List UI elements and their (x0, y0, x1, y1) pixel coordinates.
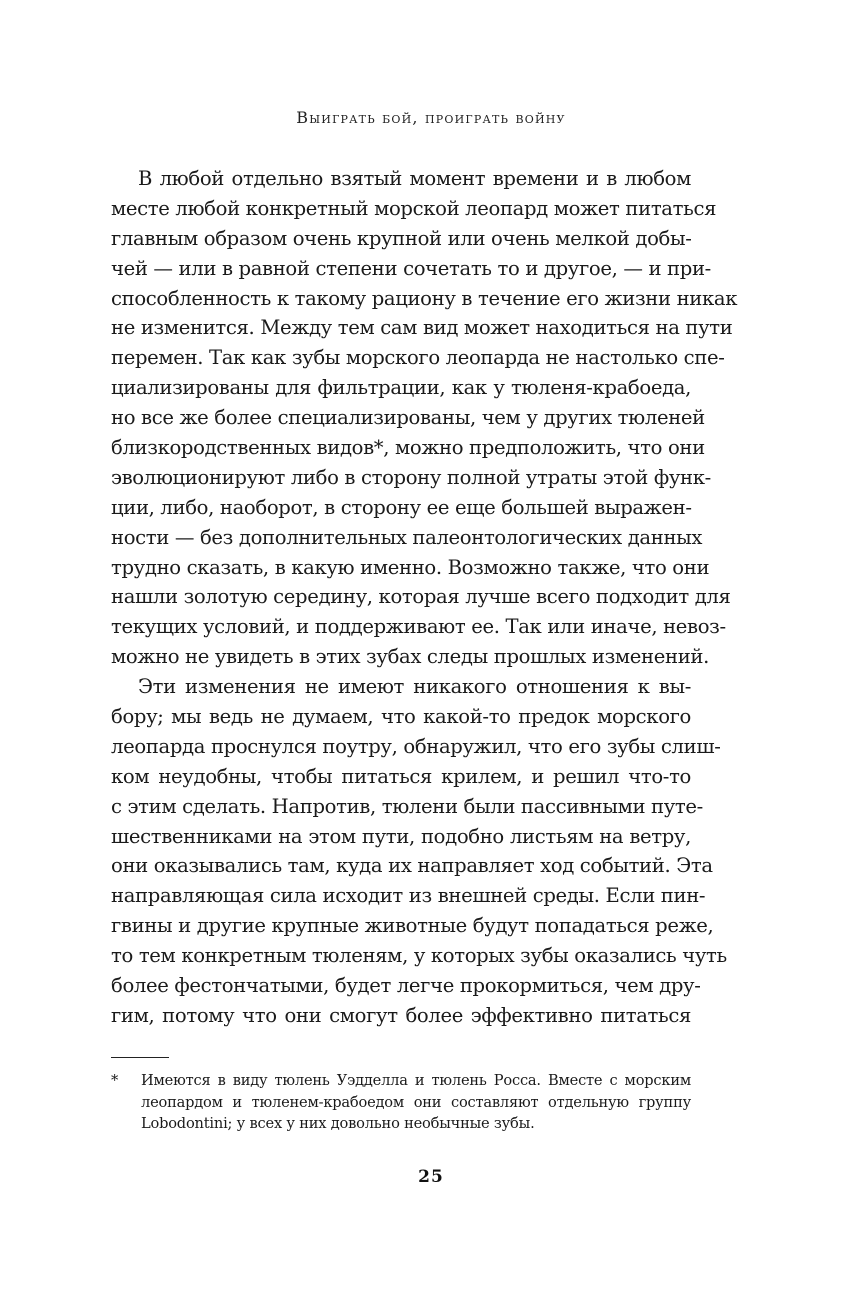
text-line: леопарда проснулся поутру, обнаружил, что его зубы слиш- (111, 734, 721, 758)
text-line: В любой отдельно взятый момент времени и в любом (138, 167, 691, 190)
text-line: гим, потому что они смогут более эффективно питаться (111, 1003, 691, 1027)
body-text (111, 164, 738, 1031)
text-line: с этим сделать. Напротив, тюлени были пассивными путе- (111, 794, 703, 818)
paragraph-1 (111, 164, 738, 672)
text-line: то тем конкретным тюленям, у которых зубы оказались чуть (111, 944, 727, 968)
running-head: Выиграть бой, проиграть войну (296, 108, 566, 127)
text-line: чей — или в равной степени сочетать то и другое, — и при- (111, 256, 711, 280)
footnote-marker: * (111, 1072, 119, 1089)
text-line: Эти изменения не имеют никакого отношения к вы- (138, 675, 691, 699)
footnote-line (111, 1070, 691, 1092)
text-line: текущих условий, и поддерживают ее. Так или иначе, невоз- (111, 615, 726, 639)
text-line: ности — без дополнительных палеонтологических данных (111, 525, 703, 549)
text-line: эволюционируют либо в сторону полной утраты этой функ- (111, 465, 711, 489)
text-line: трудно сказать, в какую именно. Возможно также, что они (111, 555, 710, 579)
footnote-text: Имеются в виду тюлень Уэдделла и тюлень Росса. Вместе с морским (141, 1072, 691, 1089)
text-line: циализированы для фильтрации, как у тюленя-крабоеда, (111, 376, 691, 400)
text-line: перемен. Так как зубы морского леопарда не настолько спе- (111, 346, 725, 370)
text-line: нашли золотую середину, которая лучше всего подходит для (111, 585, 731, 609)
footnote-line: Lobodontini; у всех у них довольно необычные зубы. (141, 1115, 535, 1132)
text-line: ком неудобны, чтобы питаться крилем, и решил что-то (111, 764, 691, 788)
text-line: шественниками на этом пути, подобно листьям на ветру, (111, 824, 691, 848)
text-line: они оказывались там, куда их направляет ход событий. Эта (111, 854, 713, 878)
text-line: но все же более специализированы, чем у других тюленей (111, 406, 705, 430)
text-line: месте любой конкретный морской леопард может питаться (111, 196, 717, 220)
text-line: гвины и другие крупные животные будут попадаться реже, (111, 914, 714, 938)
text-line: ции, либо, наоборот, в сторону ее еще большей выражен- (111, 495, 692, 519)
text-line: направляющая сила исходит из внешней среды. Если пин- (111, 884, 706, 908)
text-line: главным образом очень крупной или очень мелкой добы- (111, 226, 692, 250)
text-line: более фестончатыми, будет легче прокормиться, чем дру- (111, 974, 701, 998)
paragraph-2 (111, 672, 727, 1031)
footnote (111, 1070, 691, 1135)
text-line: можно не увидеть в этих зубах следы прошлых изменений. (111, 645, 710, 669)
text-line: не изменится. Между тем сам вид может находиться на пути (111, 316, 733, 340)
footnote-line: леопардом и тюленем-крабоедом они составляют отдельную группу (141, 1093, 691, 1111)
text-line: близкородственных видов*, можно предположить, что они (111, 436, 705, 460)
page-number: 25 (418, 1167, 444, 1187)
footnote-divider (111, 1057, 169, 1058)
text-line: бору; мы ведь не думаем, что какой-то предок морского (111, 705, 691, 729)
text-line: способленность к такому рациону в течение его жизни никак (111, 286, 738, 310)
